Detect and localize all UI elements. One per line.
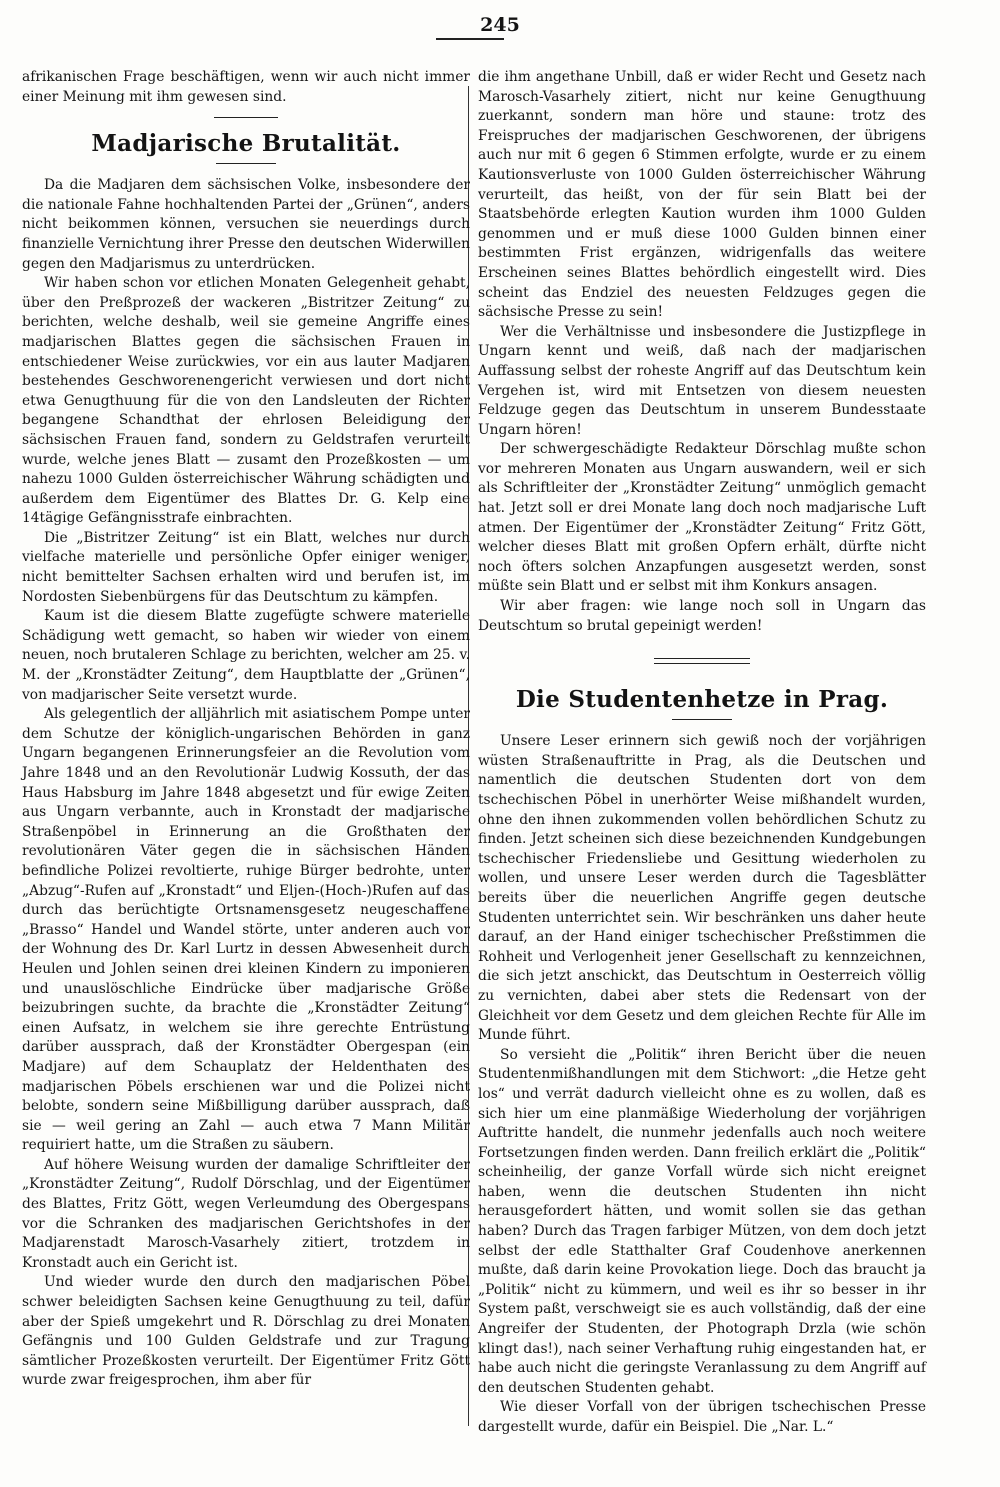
paragraph: Unsere Leser erinnern sich gewiß noch der vorjährigen wüsten Straßenauftritte in Prag, als die Deutschen und namentlich die deutschen Studenten dort von dem tschechischen Pöbel in unerhörter Weise mißhandelt wurden, ohne den ihnen zukommenden vollen behördlichen Schutz zu finden. Jetzt scheinen sich diese bezeichnenden Kundgebungen tschechischer Friedensliebe und Gesittung wiederholen zu wollen, und unsere Leser werden durch die Tagesblätter bereits über die neuerlichen Angriffe gegen deutsche Studenten unterrichtet sein. Wir beschränken uns daher heute darauf, an der Hand einiger tschechischer Preßstimmen die Rohheit und Verlogenheit jener Gesellschaft zu kennzeichnen, die sich jetzt anschickt, das Deutschtum in Oesterreich völlig zu vernichten, dabei aber stets die Redensart von der Gleichheit vor dem Gesetz und dem gleichen Rechte für Alle im Munde führt. bbox=[478, 733, 926, 1044]
paragraph: Und wieder wurde den durch den madjarischen Pöbel schwer beleidigten Sachsen keine Genugthuung zu teil, dafür aber der Spieß umgekehrt und R. Dörschlag zu drei Monaten Gefängnis und 100 Gulden Geldstrafe und zur Tragung sämtlicher Prozeßkosten verurteilt. Der Eigentümer Fritz Gött wurde zwar freigesprochen, ihm aber für bbox=[22, 1274, 470, 1389]
separator-rule bbox=[654, 658, 750, 659]
paragraph: Die „Bistritzer Zeitung“ ist ein Blatt, welches nur durch vielfache materielle und persönliche Opfer einiger weniger, nicht bemittelter Sachsen erhalten wird und berufen ist, im Nordosten Siebenbürgens für das Deutschtum zu kämpfen. bbox=[22, 529, 470, 605]
paragraph: Wir haben schon vor etlichen Monaten Gelegenheit gehabt, über den Preßprozeß der wackeren „Bistritzer Zeitung“ zu berichten, welche deshalb, weil sie gemeine Angriffe eines madjarischen Blattes gegen die sächsischen Frauen in entschiedener Weise zurückwies, vor ein aus lauter Madjaren bestehendes Geschworenengericht verwiesen und dort nicht etwa Genugthuung für die von den Landsleuten der Richter begangene Schandthat der ehrlosen Beleidigung der sächsischen Frauen fand, sondern zu Geldstrafen verurteilt wurde, welche jenes Blatt — zusamt den Prozeßkosten — um nahezu 1000 Gulden österreichischer Währung schädigten und außerdem dem Eigentümer des Blattes Dr. G. Kelp eine 14tägige Gefängnisstrafe einbrachten. bbox=[22, 275, 470, 527]
separator-rule bbox=[214, 117, 278, 118]
paragraph: Wer die Verhältnisse und insbesondere die Justizpflege in Ungarn kennt und weiß, daß nach der madjarischen Auffassung selbst der roheste Angriff auf das Deutschtum kein Vergehen ist, wird mit Entsetzen von diesem neuesten Feldzuge gegen das Deutschtum in unserem Bundesstaate Ungarn hören! bbox=[478, 323, 926, 438]
heading-underline bbox=[672, 719, 732, 720]
heading-underline bbox=[216, 163, 276, 164]
page-number: 245 bbox=[480, 14, 520, 36]
paragraph: Auf höhere Weisung wurden der damalige Schriftleiter der „Kronstädter Zeitung“, Rudolf Dörschlag, und der Eigentümer des Blattes, Fritz Gött, wegen Verleumdung des Obergespans vor die Schranken des madjarischen Gerichtshofes in der Madjarenstadt Marosch-Vasarhely zitiert, trotzdem in Kronstadt auch ein Gericht ist. bbox=[22, 1156, 470, 1271]
right-continuation: die ihm angethane Unbill, daß er wider Recht und Gesetz nach Marosch-Vasarhely zitiert, nicht nur keine Genugthuung zuerkannt, sondern man höre und staune: trotz des Freispruches der madjarischen Geschworenen, der übrigens auch nur mit 6 gegen 6 Stimmen erfolgte, wurde er zu einem Kautionsverluste von 1000 Gulden österreichischer Währung verurteilt, das heißt, von der für sein Blatt bei der Staatsbehörde erlegten Kaution wurden ihm 1000 Gulden genommen und er muß diese 1000 Gulden binnen einer bestimmten Frist ergänzen, widrigenfalls das weitere Erscheinen seines Blattes behördlich eingestellt wird. Dies scheint das Endziel des neuesten Feldzuges gegen die sächsische Presse zu sein! bbox=[478, 69, 926, 321]
separator-rule bbox=[654, 663, 750, 664]
paragraph: Kaum ist die diesem Blatte zugefügte schwere materielle Schädigung wett gemacht, so haben wir wieder von einem neuen, noch brutaleren Schlage zu berichten, welcher am 25. v. M. der „Kronstädter Zeitung“, dem Hauptblatte der „Grünen“, von madjarischer Seite versetzt wurde. bbox=[22, 608, 470, 703]
paragraph: Da die Madjaren dem sächsischen Volke, insbesondere der die nationale Fahne hochhaltenden Partei der „Grünen“, anders nicht beikommen können, versuchen sie neuerdings durch finanzielle Vernichtung ihrer Presse den deutschen Widerwillen gegen den Madjarismus zu unterdrücken. bbox=[22, 177, 470, 272]
paragraph: Der schwergeschädigte Redakteur Dörschlag mußte schon vor mehreren Monaten aus Ungarn auswandern, weil er sich als Schriftleiter der „Kronstädter Zeitung“ unmöglich gemacht hat. Jetzt soll er drei Monate lang doch noch madjarische Luft atmen. Der Eigentümer der „Kronstädter Zeitung“ Fritz Gött, welcher dieses Blatt mit großen Opfern erhält, dürfte nicht noch öfters solchen Anzapfungen ausgesetzt werden, sonst müßte sein Blatt und er selbst mit ihm Konkurs ansagen. bbox=[478, 441, 926, 595]
header-rule bbox=[436, 38, 504, 40]
paragraph: Als gelegentlich der alljährlich mit asiatischem Pompe unter dem Schutze der königlich-ungarischen Behörden in ganz Ungarn begangenen Erinnerungsfeier an die Revolution vom Jahre 1848 und an den Revolutionär Ludwig Kossuth, der das Haus Habsburg im Jahre 1848 abgesetzt und für ewige Zeiten aus Ungarn verbannte, auch in Kronstadt der madjarische Straßenpöbel in Erinnerung an die Großthaten der revolutionären Väter gegen die in sächsischen Händen befindliche Polizei revoltierte, ruhige Bürger bedrohte, unter „Abzug“-Rufen auf „Kronstadt“ und Eljen-(Hoch-)Rufen auf das durch das berüchtigte Ortsnamensgesetz neugeschaffene „Brasso“ Handel und Wandel störte, unter anderen auch vor der Wohnung des Dr. Karl Lurtz in dessen Abwesenheit durch Heulen und Johlen seinen drei kleinen Kindern zu imponieren und unauslöschliche Eindrücke über madjarische Größe beizubringen suchte, da brachte die „Kronstädter Zeitung“ einen Aufsatz, in welchem sie ihre gerechte Entrüstung darüber aussprach, daß der Kronstädter Obergespan (ein Madjare) auf dem Schauplatz der Heldenthaten des madjarischen Pöbels erschienen war und die Polizei nicht belobte, sondern seine Mißbilligung darüber aussprach, daß sie — weil gering an Zahl — auch etwa 7 Mann Militär requiriert hatte, um die Straßen zu säubern. bbox=[22, 706, 470, 1154]
paragraph: So versieht die „Politik“ ihren Bericht über die neuen Studentenmißhandlungen mit dem Stichwort: „die Hetze geht los“ und verrät dadurch vielleicht ohne es zu wollen, daß es sich hier um eine planmäßige Wiederholung der vorjährigen Auftritte handelt, die nunmehr jedenfalls auch noch weitere Fortsetzungen finden werden. Dann freilich erklärt die „Politik“ scheinheilig, der ganze Vorfall würde sich nicht ereignet haben, wenn die deutschen Studenten ihn nicht herausgefordert hätten, und womit sollen sie das gethan haben? Durch das Tragen farbiger Mützen, von dem doch jetzt selbst der edle Statthalter Graf Coudenhove anerkennen mußte, daß darin keine Provokation liege. Doch das braucht ja „Politik“ nicht zu kümmern, und weil es ihr so besser in ihr System paßt, verschweigt sie es auch vollständig, daß der eine Angreifer der Studenten, der Photograph Drzla (wie schön klingt das!), nach seiner Verhaftung ruhig eingestanden hat, er habe auch nicht die geringste Veranlassung zu dem Angriff auf den deutschen Studenten gehabt. bbox=[478, 1046, 926, 1396]
left-continuation: afrikanischen Frage beschäftigen, wenn wir auch nicht immer einer Meinung mit ihm gewesen sind. bbox=[22, 69, 470, 105]
paragraph: Wie dieser Vorfall von der übrigen tschechischen Presse dargestellt wurde, dafür ein Beispiel. Die „Nar. L.“ bbox=[478, 1399, 926, 1435]
paragraph: Wir aber fragen: wie lange noch soll in Ungarn das Deutschtum so brutal gepeinigt werden! bbox=[478, 598, 926, 634]
left-column bbox=[22, 68, 470, 1391]
article-heading-studentenhetze: Die Studentenhetze in Prag. bbox=[515, 686, 889, 714]
right-column bbox=[478, 68, 926, 1438]
article-heading-madjarische: Madjarische Brutalität. bbox=[91, 130, 401, 158]
